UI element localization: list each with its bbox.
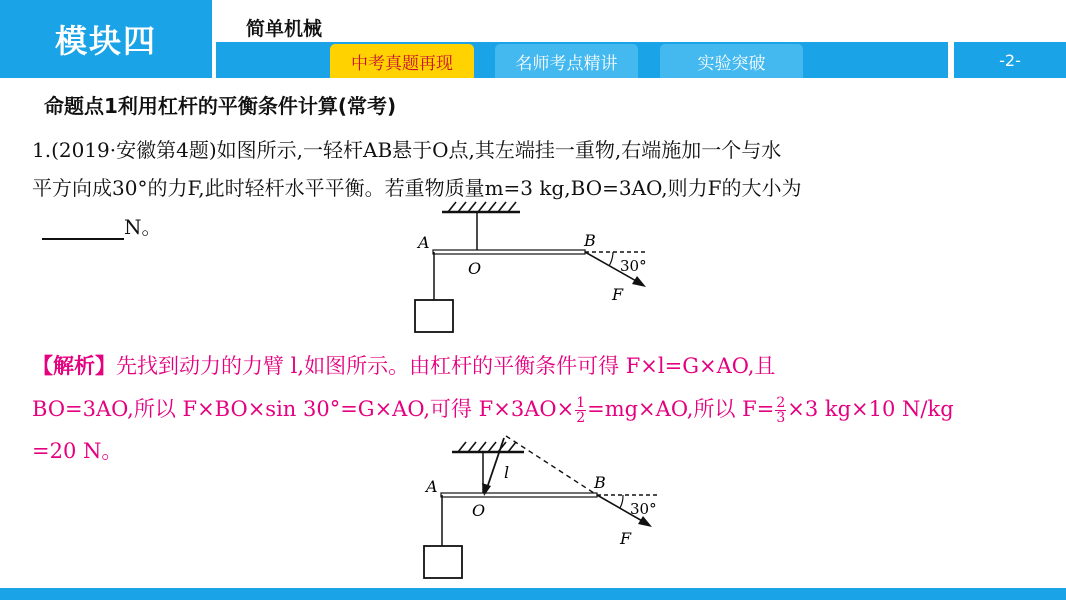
solution-line-1 — [32, 350, 775, 380]
force-line-extension — [506, 436, 597, 495]
solution-line-3: =20 N。 — [32, 439, 123, 463]
lever-rod — [433, 250, 585, 254]
solution-text-1: 先找到动力的力臂 l,如图所示。由杠杆的平衡条件可得 F×l=G×AO,且 — [116, 354, 776, 378]
solution-line-2 — [32, 393, 954, 425]
label-angle-2: 30° — [630, 500, 657, 518]
label-F-2: F — [620, 529, 632, 548]
question-line-1: 1.(2019·安徽第4题)如图所示,一轻杆AB悬于O点,其左端挂一重物,右端施加一个与水 — [32, 138, 782, 162]
frac2-numerator: 2 — [776, 395, 786, 411]
fraction-one-half — [575, 396, 586, 425]
solution-text-2c: ×3 kg×10 N/kg — [787, 397, 954, 421]
lever-diagram-2 — [410, 430, 680, 582]
ceiling-hatch-2 — [458, 442, 516, 452]
answer-unit: N。 — [124, 215, 162, 239]
question-line-2: 平方向成30°的力F,此时轻杆水平平衡。若重物质量m=3 kg,BO=3AO,则力F的大小为 — [32, 176, 802, 200]
solution-text-2b: =mg×AO,所以 F= — [587, 397, 775, 421]
label-l: l — [504, 463, 510, 482]
tab-exam-review[interactable]: 中考真题再现 — [330, 44, 474, 78]
solution-text-2a: BO=3AO,所以 F×BO×sin 30°=G×AO,可得 F×3AO× — [32, 397, 575, 421]
moment-arm — [487, 438, 504, 488]
lever-rod-2 — [441, 493, 597, 497]
label-A: A — [418, 233, 430, 252]
force-arrowhead — [632, 276, 646, 287]
answer-blank — [42, 218, 124, 240]
bottom-bar — [0, 588, 1066, 600]
frac2-denominator: 3 — [776, 410, 786, 426]
ceiling-hatch — [448, 202, 516, 212]
weight-block — [415, 300, 453, 332]
frac1-numerator: 1 — [576, 395, 586, 411]
tab-teacher-lecture[interactable]: 名师考点精讲 — [495, 44, 638, 78]
question-line-3 — [32, 211, 162, 240]
weight-block-2 — [424, 546, 462, 578]
label-O-2: O — [472, 501, 486, 520]
page-number: -2- — [999, 50, 1021, 70]
label-B-2: B — [594, 473, 606, 492]
label-angle: 30° — [620, 257, 647, 275]
module-title: 模块四 — [54, 22, 157, 60]
label-B: B — [584, 231, 596, 250]
lever-diagram-1 — [400, 196, 670, 338]
label-A-2: A — [426, 477, 438, 496]
chapter-title: 简单机械 — [246, 18, 323, 40]
angle-arc-2 — [620, 495, 623, 508]
frac1-denominator: 2 — [576, 410, 586, 426]
solution-label: 【解析】 — [32, 353, 116, 378]
label-F: F — [612, 285, 624, 304]
tab-experiment[interactable]: 实验突破 — [660, 44, 803, 78]
fraction-two-thirds — [775, 396, 786, 425]
label-O: O — [468, 259, 482, 278]
topic-heading: 命题点1利用杠杆的平衡条件计算(常考) — [44, 94, 397, 118]
angle-arc — [609, 252, 613, 266]
